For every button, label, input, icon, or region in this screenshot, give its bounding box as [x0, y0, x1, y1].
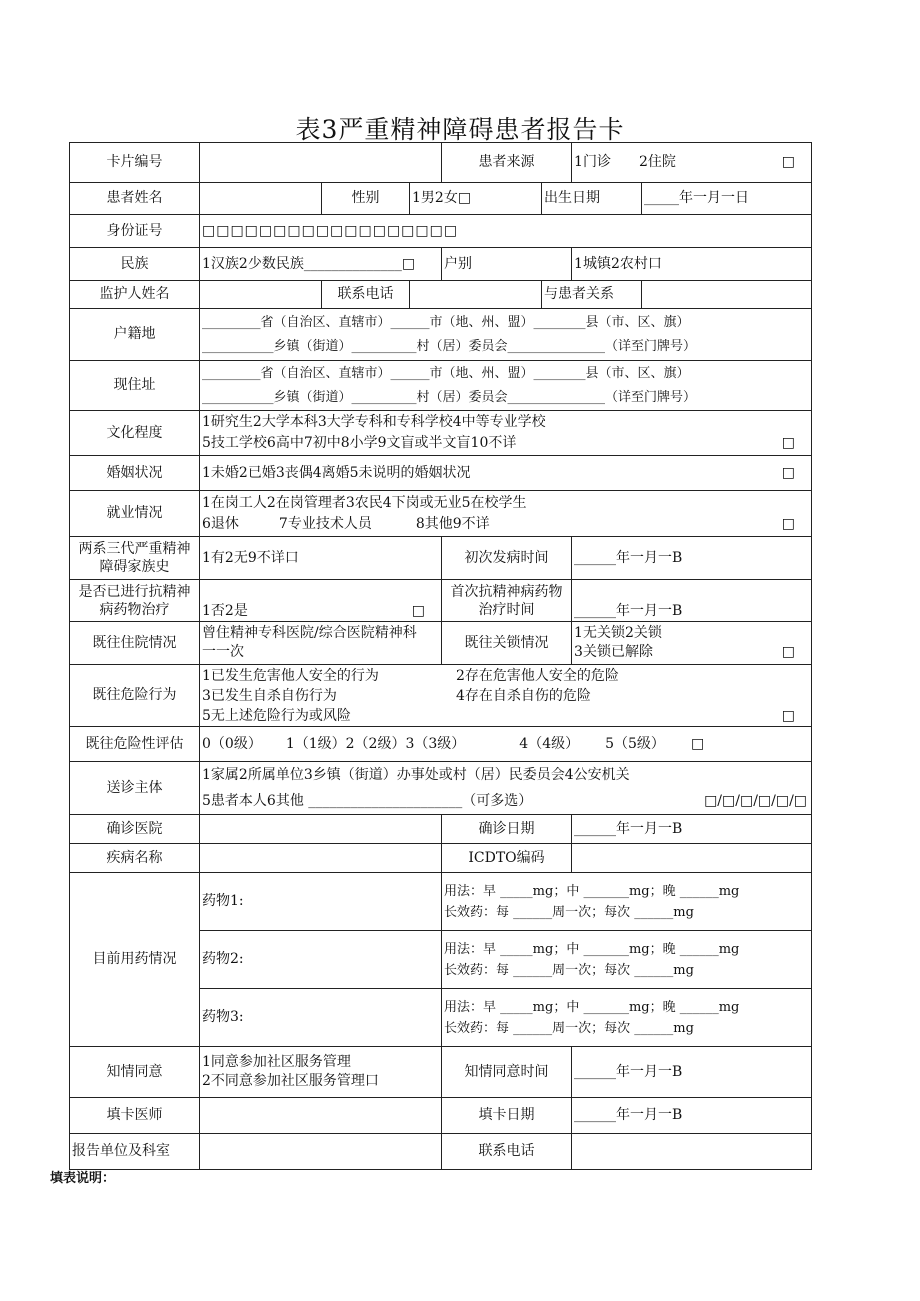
ethnic-field[interactable]: 1汉族2少数民族______________□ — [200, 248, 442, 281]
relation-label: 与患者关系 — [542, 281, 642, 309]
treatment-label: 是否已进行抗精神 病药物治疗 — [70, 580, 200, 622]
education-field[interactable]: 1研究生2大学本科3大学专科和专科学校4中等专业学校 5技工学校6高中7初中8小学9文盲或半文盲10不详 □ — [200, 411, 812, 456]
birth-label: 出生日期 — [542, 183, 642, 215]
unit-label: 报告单位及科室 — [70, 1134, 200, 1170]
unit-phone-field[interactable] — [572, 1134, 812, 1170]
first-treatment-label: 首次抗精神病药物 治疗时间 — [442, 580, 572, 622]
doctor-field[interactable] — [200, 1098, 442, 1134]
hukou-address-field[interactable]: _________省（自治区、直辖市）______市（地、州、盟）________县（市、区、旗） ___________乡镇（街道）__________村（居）委员会_______________（详至门牌号） — [200, 309, 812, 361]
family-history-label: 两系三代严重精神 障碍家族史 — [70, 537, 200, 580]
birth-field[interactable]: _____年一月一日 — [642, 183, 812, 215]
risk-assessment-label: 既往危险性评估 — [70, 727, 200, 762]
consent-time-field[interactable]: ______年一月一B — [572, 1047, 812, 1098]
hukou-address-label: 户籍地 — [70, 309, 200, 361]
source-label: 患者来源 — [442, 143, 572, 183]
guardian-label: 监护人姓名 — [70, 281, 200, 309]
guardian-field[interactable] — [200, 281, 322, 309]
marital-field[interactable]: 1未婚2已婚3丧偶4离婚5未说明的婚姻状况 □ — [200, 456, 812, 491]
drug-1-usage[interactable]: 用法：早 _____mg；中 _______mg；晚 ______mg 长效药：每 ______周一次；每次 ______mg — [442, 873, 812, 931]
fill-instructions: 填表说明： — [50, 1171, 116, 1186]
hukou-field[interactable]: 1城镇2农村口 — [572, 248, 812, 281]
education-checkbox[interactable]: □ — [781, 435, 796, 451]
risk-behavior-label: 既往危险行为 — [70, 665, 200, 727]
medication-label: 目前用药情况 — [70, 873, 200, 1047]
drug-3-usage[interactable]: 用法：早 _____mg；中 _______mg；晚 ______mg 长效药：每 ______周一次；每次 ______mg — [442, 989, 812, 1047]
marital-checkbox[interactable]: □ — [781, 464, 796, 481]
lock-field[interactable]: 1无关锁2关锁 3关锁已解除 □ — [572, 622, 812, 665]
source-field[interactable]: 1门诊 2住院 □ — [572, 143, 812, 183]
family-history-field[interactable]: 1有2无9不详口 — [200, 537, 442, 580]
marital-label: 婚姻状况 — [70, 456, 200, 491]
treatment-checkbox[interactable]: □ — [411, 603, 426, 619]
card-no-label: 卡片编号 — [70, 143, 200, 183]
ethnic-label: 民族 — [70, 248, 200, 281]
referral-field[interactable]: 1家属2所属单位3乡镇（街道）办事处或村（居）民委员会4公安机关 5患者本人6其他 ______________________（可多选） □/□/□/□/□/□ — [200, 762, 812, 815]
relation-field[interactable] — [642, 281, 812, 309]
diagnosis-hospital-field[interactable] — [200, 815, 442, 844]
current-address-field[interactable]: _________省（自治区、直辖市）______市（地、州、盟）________县（市、区、旗） ___________乡镇（街道）__________村（居）委员会_______________（详至门牌号） — [200, 361, 812, 411]
first-treatment-field[interactable]: ______年一月一B — [572, 580, 812, 622]
id-boxes[interactable]: □□□□□□□□□□□□□□□□□□ — [200, 215, 812, 248]
lock-checkbox[interactable]: □ — [781, 644, 796, 660]
unit-field[interactable] — [200, 1134, 442, 1170]
icd-field[interactable] — [572, 844, 812, 873]
consent-label: 知情同意 — [70, 1047, 200, 1098]
doctor-label: 填卡医师 — [70, 1098, 200, 1134]
risk-assessment-field[interactable]: 0（0级） 1（1级）2（2级）3（3级） 4（4级） 5（5级） □ — [200, 727, 812, 762]
diagnosis-date-field[interactable]: ______年一月一B — [572, 815, 812, 844]
onset-label: 初次发病时间 — [442, 537, 572, 580]
id-label: 身份证号 — [70, 215, 200, 248]
employment-checkbox[interactable]: □ — [781, 515, 796, 532]
employment-field[interactable]: 1在岗工人2在岗管理者3农民4下岗或无业5在校学生 6退休 7专业技术人员 8其他9不详 □ — [200, 491, 812, 537]
employment-label: 就业情况 — [70, 491, 200, 537]
drug-3-name[interactable]: 药物3: — [200, 989, 442, 1047]
education-label: 文化程度 — [70, 411, 200, 456]
lock-label: 既往关锁情况 — [442, 622, 572, 665]
current-address-label: 现住址 — [70, 361, 200, 411]
diagnosis-date-label: 确诊日期 — [442, 815, 572, 844]
guardian-phone-label: 联系电话 — [322, 281, 410, 309]
unit-phone-label: 联系电话 — [442, 1134, 572, 1170]
page-title: 表3严重精神障碍患者报告卡 — [295, 115, 625, 144]
fill-date-field[interactable]: ______年一月一B — [572, 1098, 812, 1134]
hospitalization-label: 既往住院情况 — [70, 622, 200, 665]
report-card-table — [69, 142, 812, 1170]
risk-assessment-checkbox[interactable]: □ — [690, 735, 705, 752]
sex-label: 性别 — [322, 183, 410, 215]
treatment-field[interactable]: 1否2是 □ — [200, 580, 442, 622]
drug-2-usage[interactable]: 用法：早 _____mg；中 _______mg；晚 ______mg 长效药：每 ______周一次；每次 ______mg — [442, 931, 812, 989]
drug-1-name[interactable]: 药物1: — [200, 873, 442, 931]
guardian-phone-field[interactable] — [410, 281, 542, 309]
name-label: 患者姓名 — [70, 183, 200, 215]
disease-label: 疾病名称 — [70, 844, 200, 873]
card-no-field[interactable] — [200, 143, 442, 183]
drug-2-name[interactable]: 药物2: — [200, 931, 442, 989]
onset-field[interactable]: ______年一月一B — [572, 537, 812, 580]
referral-checkboxes[interactable]: □/□/□/□/□/□ — [704, 793, 808, 809]
risk-behavior-checkbox[interactable]: □ — [781, 707, 796, 724]
fill-date-label: 填卡日期 — [442, 1098, 572, 1134]
consent-field[interactable]: 1同意参加社区服务管理 2不同意参加社区服务管理口 — [200, 1047, 442, 1098]
sex-field[interactable]: 1男2女□ — [410, 183, 542, 215]
hukou-label: 户别 — [442, 248, 572, 281]
diagnosis-hospital-label: 确诊医院 — [70, 815, 200, 844]
name-field[interactable] — [200, 183, 322, 215]
source-checkbox[interactable]: □ — [781, 154, 796, 170]
hospitalization-field[interactable]: 曾住精神专科医院/综合医院精神科 一一次 — [200, 622, 442, 665]
consent-time-label: 知情同意时间 — [442, 1047, 572, 1098]
disease-field[interactable] — [200, 844, 442, 873]
referral-label: 送诊主体 — [70, 762, 200, 815]
risk-behavior-field[interactable]: 1已发生危害他人安全的行为 2存在危害他人安全的危险 3已发生自杀自伤行为 4存在自杀自伤的危险 5无上述危险行为或风险 □ — [200, 665, 812, 727]
icd-label: ICDTO编码 — [442, 844, 572, 873]
